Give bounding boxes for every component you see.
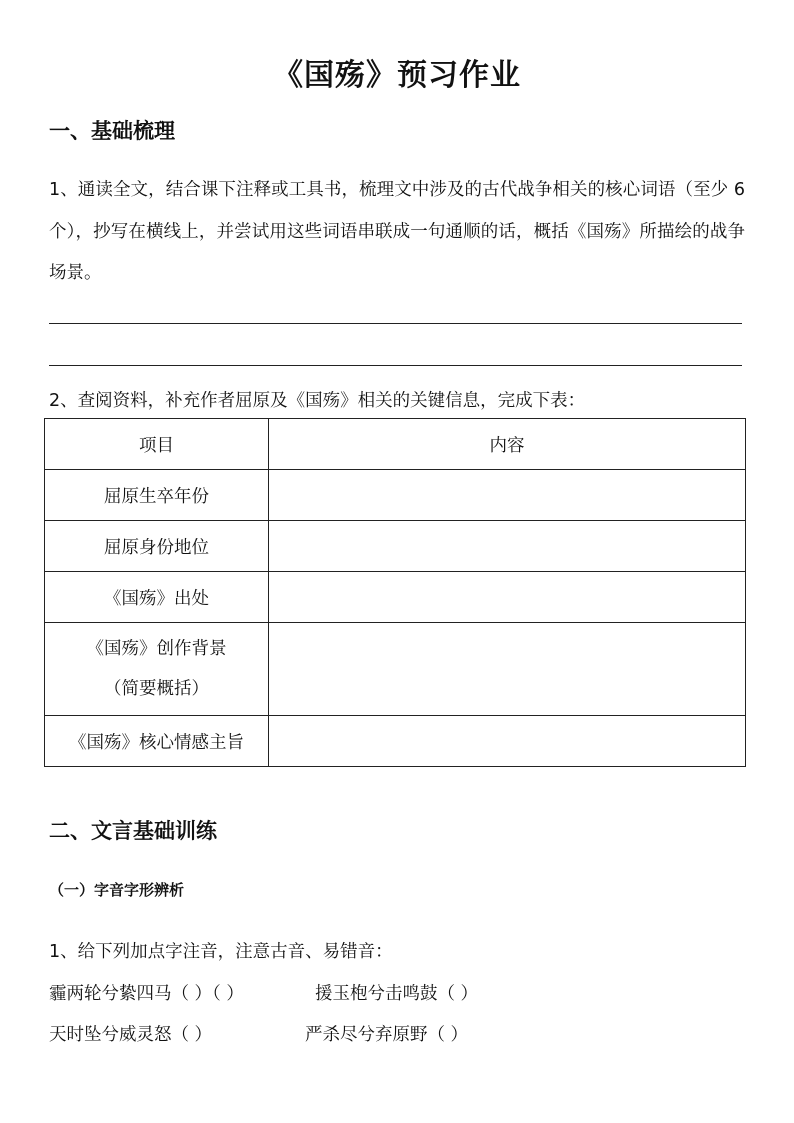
table-cell-content[interactable]: [269, 470, 746, 521]
table-cell-content[interactable]: [269, 572, 746, 623]
table-cell-content[interactable]: [269, 716, 746, 767]
table-cell-item: 屈原身份地位: [45, 521, 269, 572]
question-1-text: 1、通读全文，结合课下注释或工具书，梳理文中涉及的古代战争相关的核心词语（至少 6 个），抄写在横线上，并尝试用这些词语串联成一句通顺的话，概括《国殇》所描绘的战争场景。: [49, 180, 745, 283]
answer-line-1[interactable]: [49, 323, 742, 324]
table-cell-item: 屈原生卒年份: [45, 470, 269, 521]
table-row: [45, 623, 746, 716]
table-header-content: 内容: [269, 419, 746, 470]
section2-question-1-text: 1、给下列加点字注音，注意古音、易错音：: [49, 942, 393, 962]
pinyin-item-3: 天时坠兮威灵怒（ ）: [49, 1025, 213, 1045]
table-row: [45, 470, 746, 521]
section2-heading: 二、文言基础训练: [49, 819, 217, 843]
table-cell-item-line1: 《国殇》创作背景: [86, 639, 227, 659]
table-cell-item: 《国殇》核心情感主旨: [45, 716, 269, 767]
page-title: 《国殇》预习作业: [273, 58, 521, 93]
table-cell-item: 《国殇》出处: [45, 572, 269, 623]
table-header-row: [45, 419, 746, 470]
pinyin-item-4: 严杀尽兮弃原野（ ）: [305, 1025, 469, 1045]
table-row: [45, 572, 746, 623]
table-cell-content[interactable]: [269, 623, 746, 716]
question-2-text: 2、查阅资料，补充作者屈原及《国殇》相关的关键信息，完成下表：: [49, 391, 586, 411]
section1-heading: 一、基础梳理: [49, 119, 175, 143]
table-header-item: 项目: [45, 419, 269, 470]
answer-line-2[interactable]: [49, 365, 742, 366]
table-row: [45, 521, 746, 572]
table-cell-content[interactable]: [269, 521, 746, 572]
pinyin-item-1: 霾两轮兮絷四马（ ）（ ）: [49, 984, 244, 1004]
table-row: [45, 716, 746, 767]
table-cell-item-line2: （简要概括）: [104, 679, 209, 699]
info-table: [44, 418, 746, 767]
section2-subheading: （一）字音字形辨析: [49, 881, 185, 899]
table-cell-item: [45, 623, 269, 716]
pinyin-item-2: 援玉枹兮击鸣鼓（ ）: [315, 984, 479, 1004]
